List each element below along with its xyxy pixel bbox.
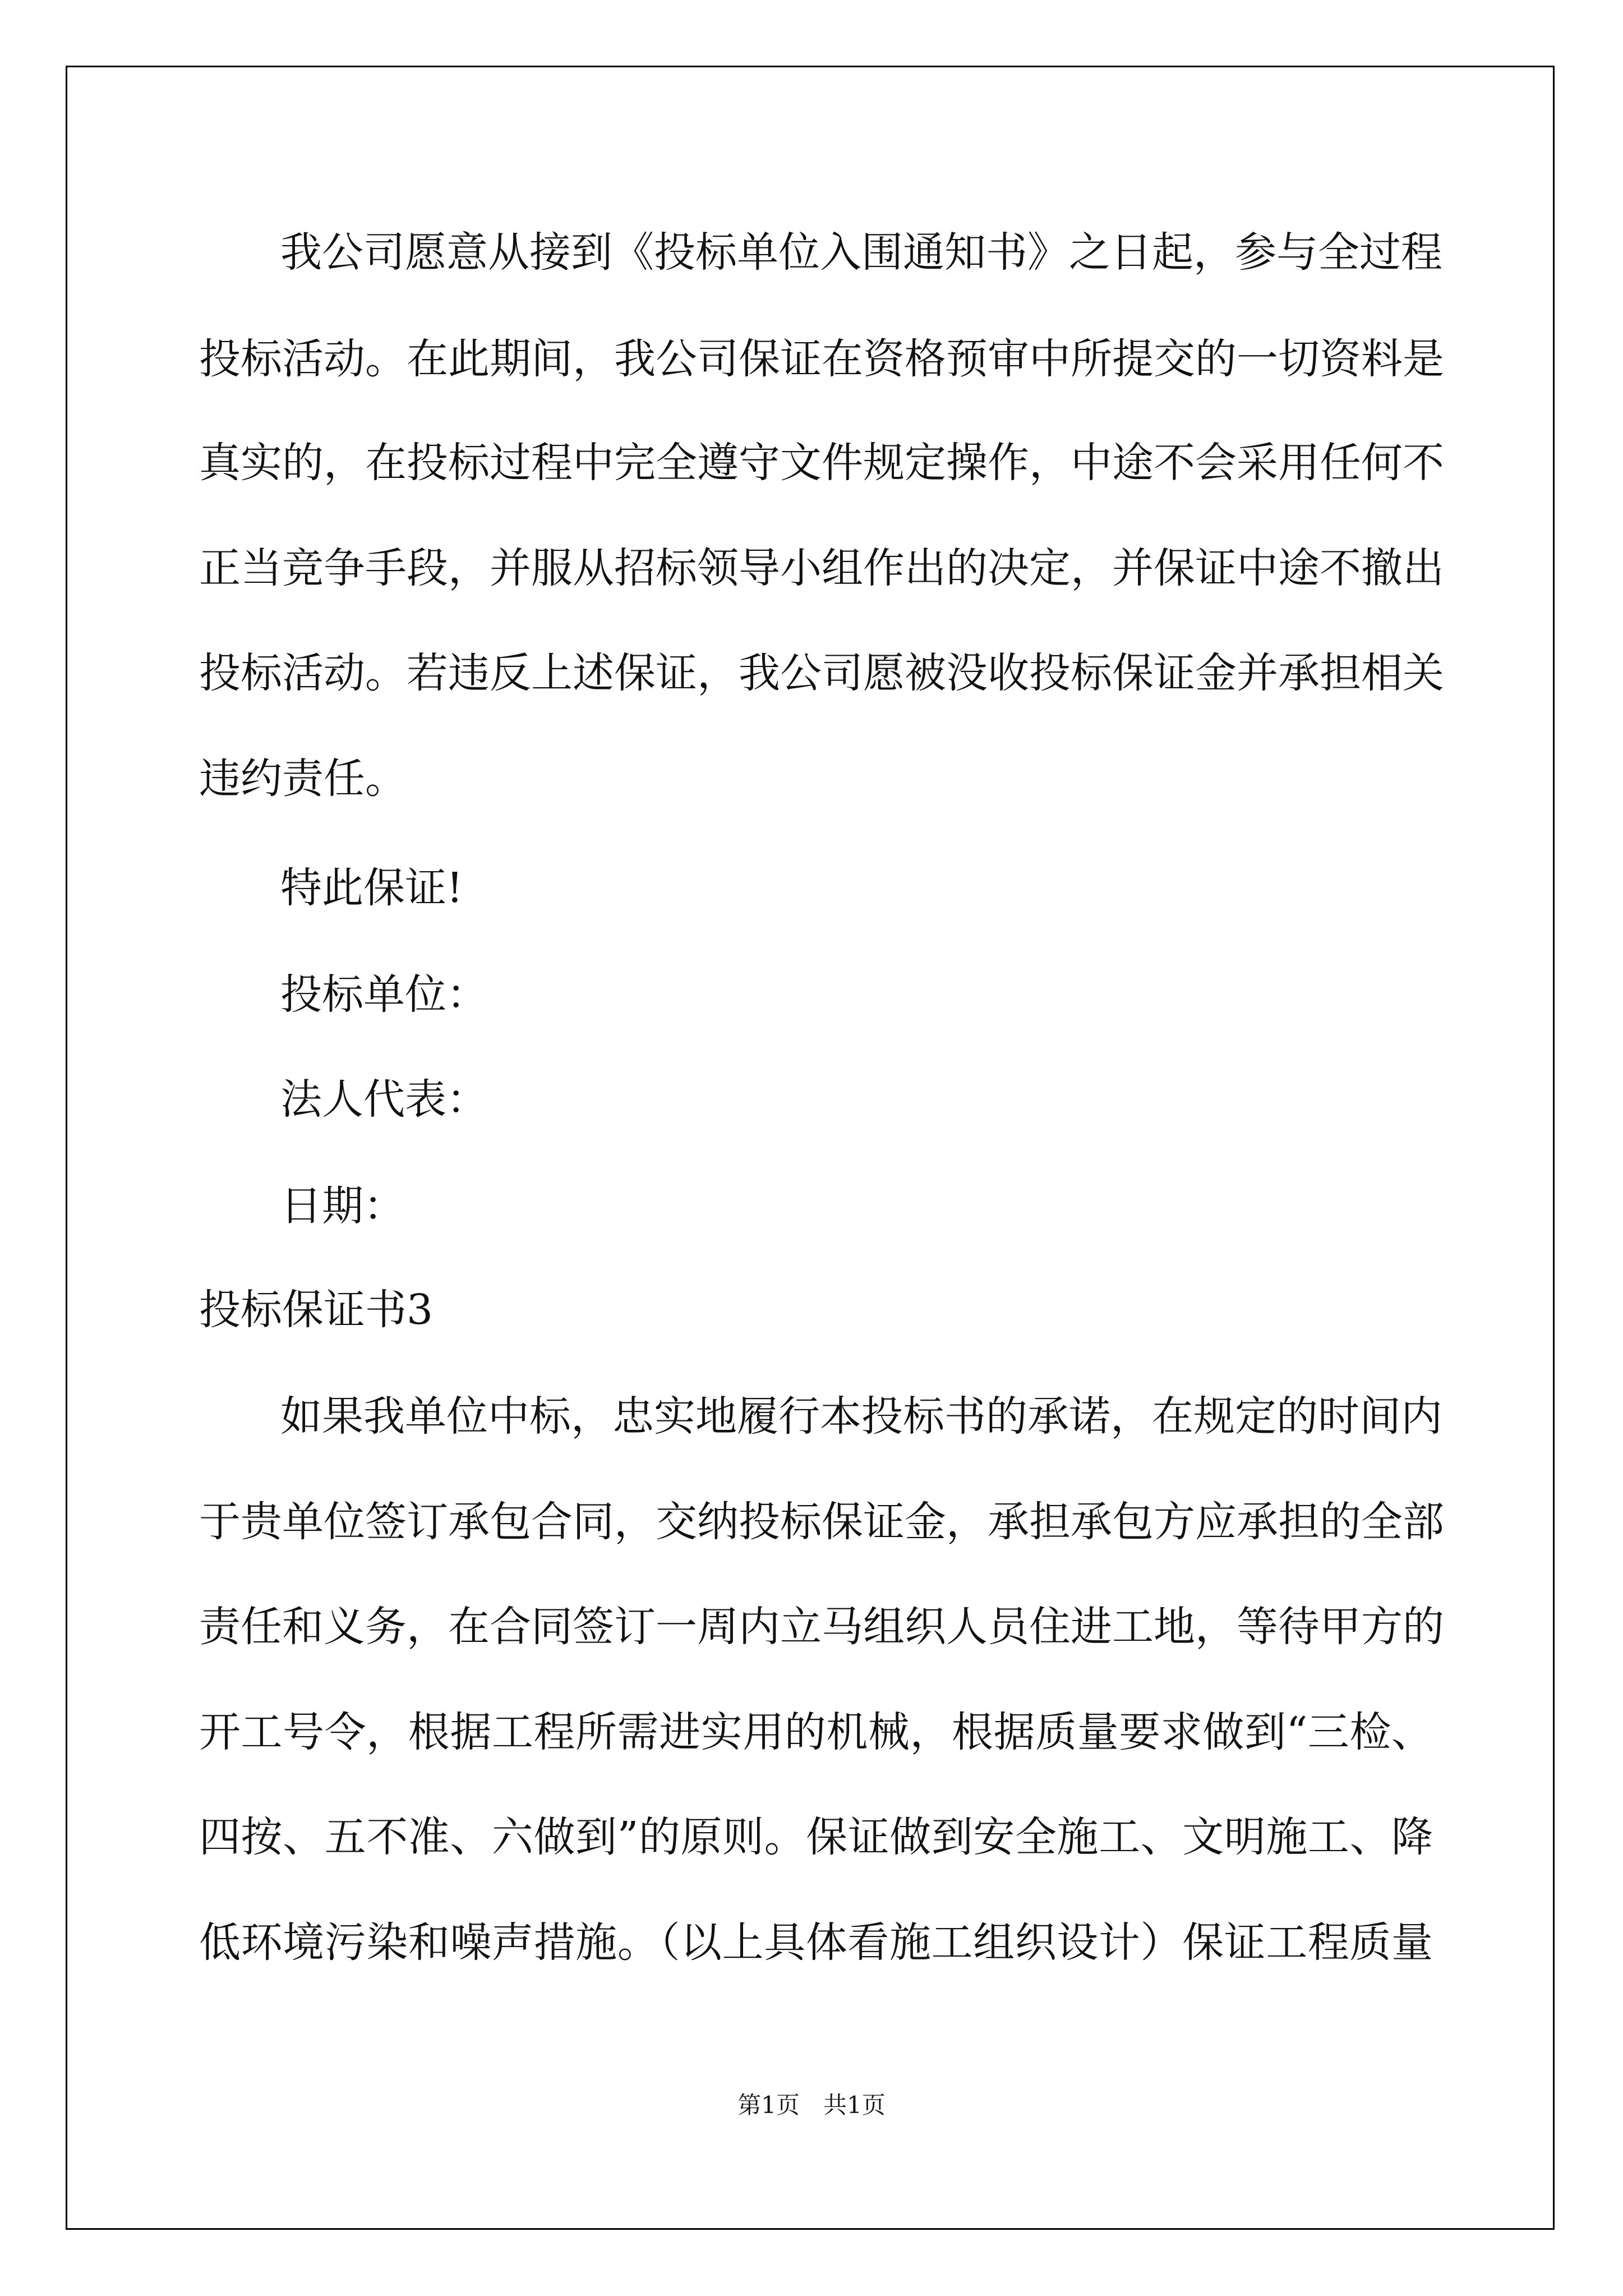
paragraph2-line-5: 四按、五不准、六做到”的原则。保证做到安全施工、文明施工、降	[199, 1813, 1433, 1861]
paragraph1-line-3: 真实的，在投标过程中完全遵守文件规定操作，中途不会采用任何不	[199, 439, 1444, 487]
closing-text: 特此保证!	[280, 864, 463, 912]
paragraph2-line-4: 开工号令，根据工程所需进实用的机械，根据质量要求做到“三检、	[199, 1708, 1433, 1756]
section-title: 投标保证书3	[199, 1286, 434, 1334]
paragraph1-line-1: 我公司愿意从接到《投标单位入围通知书》之日起，参与全过程	[280, 228, 1442, 277]
paragraph2-line-6: 低环境污染和噪声措施。（以上具体看施工组织设计）保证工程质量	[199, 1918, 1433, 1967]
paragraph2-line-2: 于贵单位签订承包合同，交纳投标保证金，承担承包方应承担的全部	[199, 1498, 1444, 1546]
page-border	[66, 66, 1555, 2230]
paragraph1-line-5: 投标活动。若违反上述保证，我公司愿被没收投标保证金并承担相关	[199, 649, 1444, 697]
paragraph1-line-6: 违约责任。	[199, 754, 407, 803]
paragraph1-line-4: 正当竞争手段，并服从招标领导小组作出的决定，并保证中途不撤出	[199, 544, 1444, 592]
paragraph1-line-2: 投标活动。在此期间，我公司保证在资格预审中所提交的一切资料是	[199, 335, 1444, 383]
legal-rep-label: 法人代表：	[280, 1075, 488, 1124]
bidder-unit-label: 投标单位：	[280, 970, 488, 1019]
paragraph2-line-1: 如果我单位中标，忠实地履行本投标书的承诺，在规定的时间内	[280, 1392, 1442, 1441]
page-number-footer: 第1页 共1页	[737, 2091, 886, 2119]
paragraph2-line-3: 责任和义务，在合同签订一周内立马组织人员住进工地，等待甲方的	[199, 1603, 1444, 1651]
date-label: 日期：	[280, 1182, 405, 1230]
